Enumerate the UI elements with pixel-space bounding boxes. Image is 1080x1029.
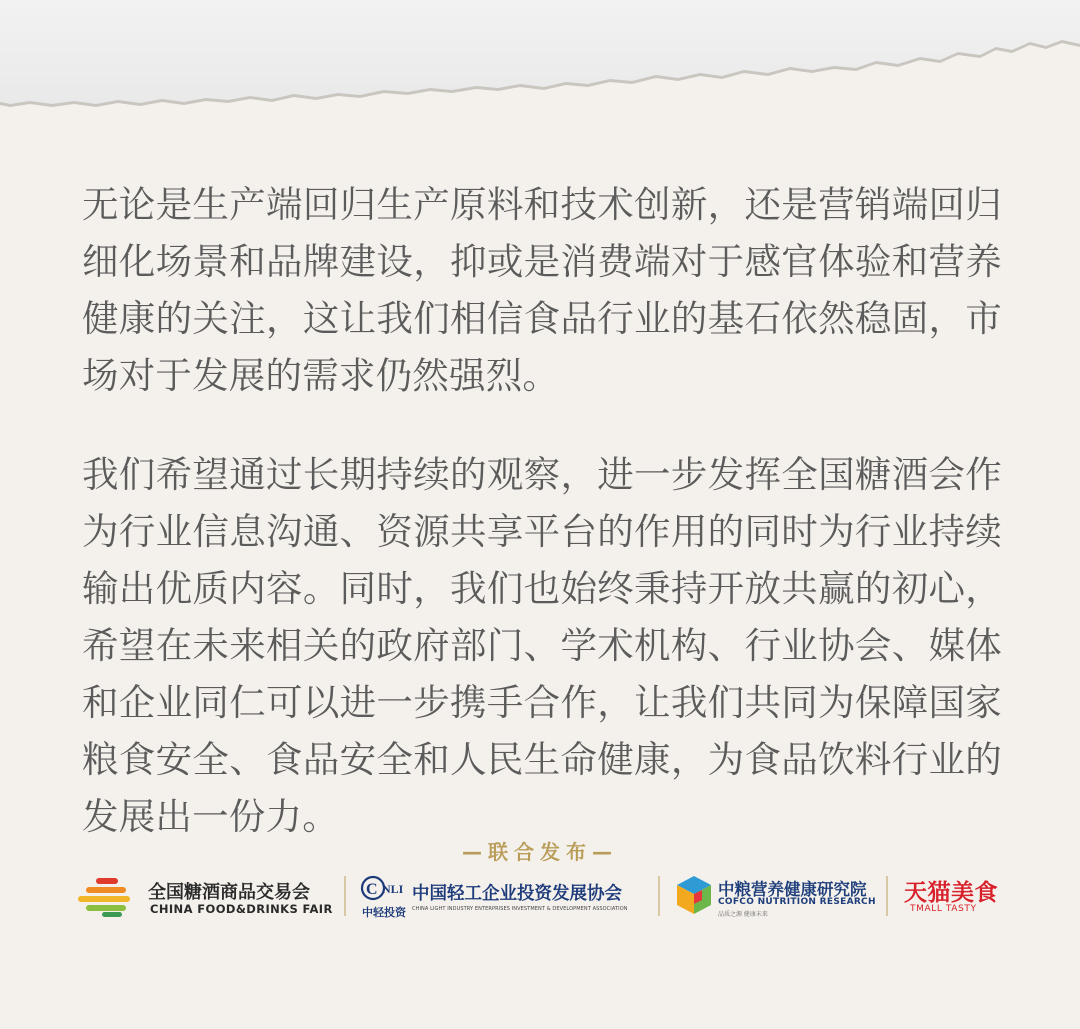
joint-release-heading: —联合发布—: [462, 840, 618, 864]
tmall-name-en: TMALL TASTY: [910, 904, 977, 914]
cnli-mark-text: NLI: [382, 882, 404, 896]
svg-text:C: C: [366, 881, 378, 898]
cnli-logo: [360, 870, 650, 924]
torn-paper-edge: [0, 0, 1080, 120]
cofco-name-cn: 中粮营养健康研究院: [718, 880, 867, 899]
fair-emblem-icon: [78, 878, 142, 918]
cofco-name-en: COFCO NUTRITION RESEARCH: [718, 897, 876, 907]
partner-logos: [78, 870, 1008, 924]
cofco-cube-icon: [674, 874, 714, 916]
fair-logo: [78, 870, 333, 924]
cnli-mark-cn: 中轻投资: [362, 906, 406, 919]
cnli-name-en: CHINA LIGHT INDUSTRY ENTERPRISES INVESTMENT & DEVELOPMENT ASSOCIATION: [412, 906, 628, 912]
cnli-name-cn: 中国轻工企业投资发展协会: [412, 884, 622, 904]
body-paragraph-1: 无论是生产端回归生产原料和技术创新，还是营销端回归细化场景和品牌建设，抑或是消费端对于感官体验和营养健康的关注，这让我们相信食品行业的基石依然稳固，市场对于发展的需求仍然强烈。: [82, 183, 1002, 397]
tmall-name-cn: 天猫美食: [904, 880, 998, 906]
logo-separator: [886, 876, 888, 916]
body-paragraph-2: 我们希望通过长期持续的观察，进一步发挥全国糖酒会作为行业信息沟通、资源共享平台的作用的同时为行业持续输出优质内容。同时，我们也始终秉持开放共赢的初心，希望在未来相关的政府部门、学术机构、行业协会、媒体和企业同仁可以进一步携手合作，让我们共同为保障国家粮食安全、食品安全和人民生命健康，为食品饮料行业的发展出一份力。: [82, 453, 1002, 838]
cnli-emblem-icon: [360, 874, 408, 904]
fair-name-cn: 全国糖酒商品交易会: [148, 882, 310, 903]
fair-name-en: CHINA FOOD&DRINKS FAIR: [150, 902, 333, 916]
cofco-logo: [674, 870, 878, 924]
cofco-tagline: 品质之源 健康未来: [718, 911, 768, 918]
tmall-tasty-logo: [904, 870, 1008, 924]
logo-separator: [658, 876, 660, 916]
logo-separator: [344, 876, 346, 916]
